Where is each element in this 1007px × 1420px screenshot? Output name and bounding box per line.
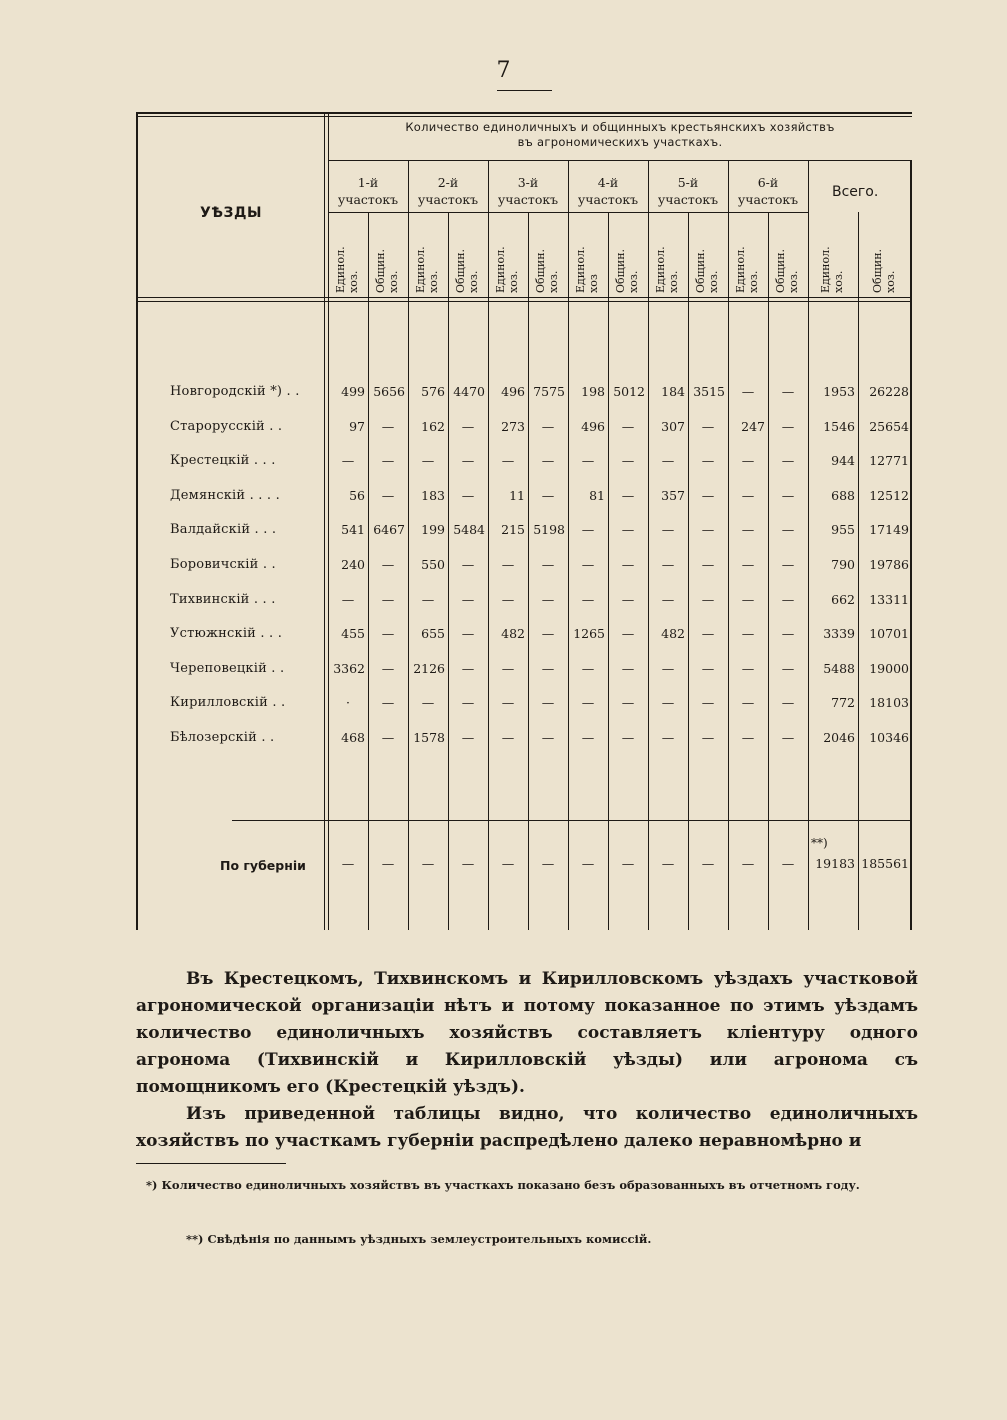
table-cell: 1578	[413, 730, 445, 745]
header-divider	[328, 160, 912, 161]
table-cell: 6467	[373, 522, 405, 538]
table-cell: 1265	[573, 626, 605, 642]
column-rule	[648, 160, 649, 930]
table-cell: —	[381, 730, 395, 745]
table-cell: —	[701, 695, 715, 711]
table-cell: 541	[341, 522, 365, 538]
table-cell: —	[701, 730, 715, 745]
table-cell: 25654	[869, 418, 909, 434]
statistics-table	[136, 112, 912, 930]
sub-header-2: Общин. хоз.	[374, 248, 400, 293]
table-cell: 307	[661, 418, 685, 434]
table-cell: 944	[831, 453, 855, 469]
row-name: Тихвинскій . . .	[170, 591, 276, 607]
sub-header-7: Единол. хоз	[574, 246, 600, 293]
sub-header-12: Общин. хоз.	[774, 248, 800, 293]
table-cell: —	[381, 591, 395, 607]
table-cell: —	[381, 626, 395, 642]
table-cell: 162	[421, 418, 445, 434]
table-cell: 5656	[373, 384, 405, 399]
table-cell: 10701	[869, 626, 909, 642]
table-header-title-line2: въ агрономическихъ участкахъ.	[517, 135, 723, 149]
table-cell: 955	[831, 522, 855, 538]
table-cell: 215	[501, 522, 525, 538]
table-cell: —	[621, 557, 635, 572]
table-cell: 18103	[869, 695, 909, 711]
table-cell: —	[461, 487, 475, 503]
footnote-2: **) Свѣдѣнія по даннымъ уѣздныхъ землеустроительныхъ комиссій.	[186, 1232, 652, 1246]
total-divider	[232, 820, 912, 821]
row-name: Череповецкій . .	[170, 660, 285, 676]
table-cell: 496	[501, 384, 525, 399]
uezdy-double-rule-a	[324, 112, 325, 930]
total-cell: —	[421, 856, 435, 871]
table-cell: —	[621, 626, 635, 642]
sub-header-14: Общин. хоз.	[871, 248, 897, 293]
table-cell: 12512	[869, 487, 909, 503]
uchastok-number-4: 4-й	[597, 175, 619, 190]
table-cell: 273	[501, 418, 525, 434]
table-cell: —	[461, 557, 475, 572]
uchastok-number-2: 2-й	[437, 175, 459, 190]
uchastok-number-3: 3-й	[517, 175, 539, 190]
column-rule	[808, 160, 809, 930]
table-cell: 19000	[869, 660, 909, 676]
table-cell: —	[621, 418, 635, 434]
table-cell: 7575	[533, 384, 565, 399]
table-cell: —	[621, 730, 635, 745]
total-footnote-mark: **)	[811, 836, 828, 850]
table-cell: 1546	[823, 418, 855, 434]
table-cell: 5484	[453, 522, 485, 538]
table-cell: 550	[421, 557, 445, 572]
table-header-title	[328, 120, 912, 150]
row-name: Боровичскій . .	[170, 557, 276, 572]
table-cell: —	[421, 591, 435, 607]
table-cell: 5012	[613, 384, 645, 399]
table-cell: —	[501, 660, 515, 676]
table-cell: 1953	[823, 384, 855, 399]
table-cell: —	[781, 418, 795, 434]
table-cell: 357	[661, 487, 685, 503]
table-cell: —	[621, 660, 635, 676]
uchastok-label-4: участокъ	[577, 192, 639, 207]
header-bottom-rule-2	[136, 301, 912, 302]
row-name: Новгородскій *) . .	[170, 384, 300, 399]
table-cell: —	[461, 695, 475, 711]
table-cell: —	[461, 660, 475, 676]
table-top-border-inner	[136, 116, 912, 117]
table-cell: —	[781, 695, 795, 711]
sub-header-6: Общин. хоз.	[534, 248, 560, 293]
sub-header-11: Единол. хоз.	[734, 246, 760, 293]
total-cell: —	[621, 856, 635, 871]
row-name: Демянскій . . . .	[170, 487, 280, 503]
total-cell: —	[501, 856, 515, 871]
sub-header-13: Единол. хоз.	[819, 246, 845, 293]
sub-header-5: Единол. хоз.	[494, 246, 520, 293]
table-cell: 499	[341, 384, 365, 399]
table-cell: —	[661, 695, 675, 711]
table-cell: 199	[421, 522, 445, 538]
column-rule	[408, 160, 409, 930]
table-cell: —	[701, 418, 715, 434]
table-cell: 56	[349, 487, 365, 503]
table-cell: 790	[831, 557, 855, 572]
total-cell: 185561	[861, 856, 909, 871]
table-cell: —	[781, 557, 795, 572]
uchastok-number-6: 6-й	[757, 175, 779, 190]
table-cell: —	[381, 660, 395, 676]
row-name: Крестецкій . . .	[170, 453, 276, 469]
paragraph-1: Въ Крестецкомъ, Тихвинскомъ и Кирилловскомъ уѣздахъ участковой агрономической организаціи нѣтъ и потому показанное по этимъ уѣздамъ количество единоличныхъ хозяйствъ составляетъ кліентуру одного агронома (Тихвинскій и Кирилловскій уѣзды) или агронома съ помощникомъ его (Крестецкій уѣздъ).	[136, 969, 918, 1097]
table-cell: —	[661, 730, 675, 745]
total-cell: —	[581, 856, 595, 871]
row-name: Кирилловскій . .	[170, 695, 286, 711]
table-cell: —	[741, 626, 755, 642]
table-cell: —	[741, 487, 755, 503]
page-number-rule	[497, 90, 552, 91]
table-header-title-line1: Количество единоличныхъ и общинныхъ крестьянскихъ хозяйствъ	[405, 120, 835, 134]
table-cell: —	[581, 730, 595, 745]
table-cell: —	[381, 557, 395, 572]
total-row-name: По губерніи	[220, 858, 306, 873]
table-cell: —	[781, 384, 795, 399]
table-cell: 3362	[333, 660, 365, 676]
right-border	[910, 160, 912, 930]
sub-header-3: Единол. хоз.	[414, 246, 440, 293]
column-rule	[728, 160, 729, 930]
table-cell: 240	[341, 557, 365, 572]
table-cell: —	[741, 695, 755, 711]
table-cell: —	[701, 626, 715, 642]
table-cell: —	[581, 557, 595, 572]
table-cell: —	[381, 487, 395, 503]
table-cell: —	[701, 557, 715, 572]
table-cell: 5198	[533, 522, 565, 538]
table-cell: 10346	[869, 730, 909, 745]
table-cell: —	[461, 591, 475, 607]
table-cell: —	[661, 522, 675, 538]
uezdy-column-header: УѢЗДЫ	[200, 205, 262, 221]
table-cell: —	[581, 453, 595, 469]
sub-header-9: Единол. хоз.	[654, 246, 680, 293]
uchastok-label-1: участокъ	[337, 192, 399, 207]
table-cell: —	[701, 487, 715, 503]
table-cell: —	[741, 730, 755, 745]
table-cell: 2046	[823, 730, 855, 745]
sub-header-10: Общин. хоз.	[694, 248, 720, 293]
table-cell: 17149	[869, 522, 909, 538]
table-cell: —	[781, 487, 795, 503]
table-cell: —	[781, 626, 795, 642]
table-cell: —	[741, 557, 755, 572]
total-cell: —	[381, 856, 395, 871]
table-cell: —	[541, 626, 555, 642]
table-cell: —	[341, 591, 355, 607]
table-cell: —	[541, 557, 555, 572]
table-cell: 2126	[413, 660, 445, 676]
table-cell: —	[541, 730, 555, 745]
table-cell: —	[661, 557, 675, 572]
table-cell: 184	[661, 384, 685, 399]
table-cell: 576	[421, 384, 445, 399]
uezdy-double-rule-b	[328, 112, 329, 930]
table-cell: 662	[831, 591, 855, 607]
uchastok-label-6: участокъ	[737, 192, 799, 207]
table-cell: —	[701, 591, 715, 607]
table-cell: —	[741, 591, 755, 607]
footnote-1: *) Количество единоличныхъ хозяйствъ въ участкахъ показано безъ образованныхъ въ отчетномъ году.	[146, 1178, 860, 1192]
table-cell: —	[581, 695, 595, 711]
table-cell: —	[461, 418, 475, 434]
total-cell: —	[701, 856, 715, 871]
table-cell: —	[701, 522, 715, 538]
table-cell: —	[381, 453, 395, 469]
table-cell: —	[501, 730, 515, 745]
total-cell: —	[341, 856, 355, 871]
table-cell: —	[541, 695, 555, 711]
table-cell: 247	[741, 418, 765, 434]
table-cell: —	[501, 591, 515, 607]
table-cell: —	[741, 384, 755, 399]
table-cell: —	[541, 591, 555, 607]
table-cell: 688	[831, 487, 855, 503]
table-cell: 3339	[823, 626, 855, 642]
table-cell: —	[781, 591, 795, 607]
table-cell: 11	[509, 487, 525, 503]
uchastok-label-3: участокъ	[497, 192, 559, 207]
vsego-column-header: Всего.	[832, 184, 879, 200]
page-number: 7	[496, 58, 511, 83]
table-cell: —	[661, 591, 675, 607]
table-cell: —	[781, 453, 795, 469]
table-cell: —	[701, 660, 715, 676]
table-cell: —	[701, 453, 715, 469]
sub-header-4: Общин. хоз.	[454, 248, 480, 293]
sub-header-1: Единол. хоз.	[334, 246, 360, 293]
body-text	[136, 966, 918, 1155]
table-cell: —	[461, 730, 475, 745]
table-cell: —	[621, 695, 635, 711]
table-cell: —	[541, 487, 555, 503]
sub-header-8: Общин. хоз.	[614, 248, 640, 293]
table-cell: ·	[346, 695, 350, 711]
table-top-border	[136, 112, 912, 114]
uchastok-number-1: 1-й	[357, 175, 379, 190]
table-cell: —	[461, 453, 475, 469]
table-cell: —	[341, 453, 355, 469]
table-cell: 655	[421, 626, 445, 642]
footnote-rule	[136, 1163, 286, 1164]
table-cell: 4470	[453, 384, 485, 399]
table-cell: —	[541, 660, 555, 676]
row-name: Устюжнскій . . .	[170, 626, 283, 642]
table-cell: —	[461, 626, 475, 642]
row-name: Валдайскій . . .	[170, 522, 277, 538]
table-cell: 455	[341, 626, 365, 642]
table-cell: 482	[661, 626, 685, 642]
table-cell: —	[741, 660, 755, 676]
table-cell: 468	[341, 730, 365, 745]
table-cell: —	[741, 522, 755, 538]
table-cell: —	[661, 453, 675, 469]
table-cell: —	[621, 522, 635, 538]
table-cell: 183	[421, 487, 445, 503]
column-rule	[488, 160, 489, 930]
left-border	[136, 112, 138, 930]
table-cell: —	[501, 695, 515, 711]
row-name: Бѣлозерскій . .	[170, 730, 275, 745]
table-cell: 482	[501, 626, 525, 642]
column-rule	[568, 160, 569, 930]
table-cell: —	[421, 453, 435, 469]
table-cell: —	[421, 695, 435, 711]
total-cell: —	[461, 856, 475, 871]
table-cell: —	[541, 418, 555, 434]
uchastok-number-5: 5-й	[677, 175, 699, 190]
table-cell: 3515	[693, 384, 725, 399]
table-cell: —	[621, 591, 635, 607]
table-cell: —	[621, 487, 635, 503]
table-cell: 5488	[823, 660, 855, 676]
paragraph-2: Изъ приведенной таблицы видно, что количество единоличныхъ хозяйствъ по участкамъ губерніи распредѣлено далеко неравномѣрно и	[136, 1104, 918, 1151]
table-cell: 81	[589, 487, 605, 503]
header-bottom-rule	[136, 297, 912, 298]
table-cell: —	[581, 522, 595, 538]
table-cell: —	[621, 453, 635, 469]
table-cell: —	[741, 453, 755, 469]
table-cell: 772	[831, 695, 855, 711]
table-cell: 12771	[869, 453, 909, 469]
table-cell: —	[581, 591, 595, 607]
table-cell: 496	[581, 418, 605, 434]
table-cell: 97	[349, 418, 365, 434]
table-cell: —	[581, 660, 595, 676]
uchastok-label-5: участокъ	[657, 192, 719, 207]
table-cell: —	[781, 730, 795, 745]
table-cell: 26228	[869, 384, 909, 399]
table-cell: —	[501, 557, 515, 572]
row-name: Старорусскій . .	[170, 418, 283, 434]
table-cell: 13311	[869, 591, 909, 607]
table-cell: —	[381, 695, 395, 711]
table-cell: —	[781, 660, 795, 676]
uchastok-label-2: участокъ	[417, 192, 479, 207]
table-cell: —	[381, 418, 395, 434]
table-cell: —	[501, 453, 515, 469]
table-cell: 198	[581, 384, 605, 399]
total-cell: 19183	[815, 856, 855, 871]
total-cell: —	[741, 856, 755, 871]
total-cell: —	[661, 856, 675, 871]
table-cell: —	[661, 660, 675, 676]
table-cell: —	[781, 522, 795, 538]
table-cell: —	[541, 453, 555, 469]
total-cell: —	[781, 856, 795, 871]
table-cell: 19786	[869, 557, 909, 572]
total-cell: —	[541, 856, 555, 871]
